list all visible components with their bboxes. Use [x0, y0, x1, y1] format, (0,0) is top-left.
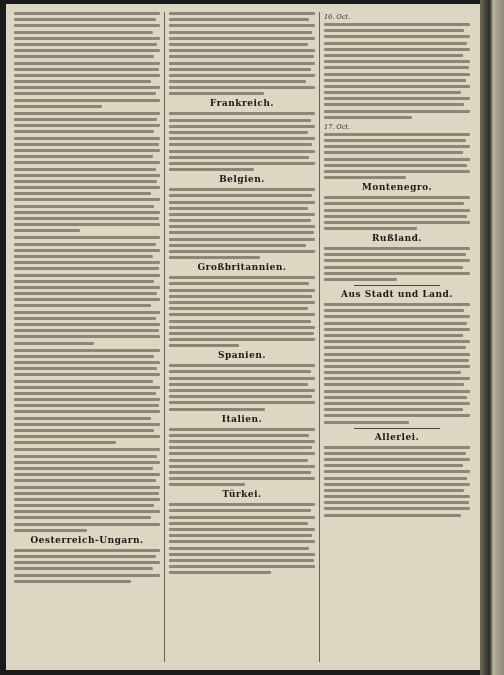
dateline: 16. Oct. [324, 13, 351, 21]
text-block [324, 133, 470, 179]
text-block [169, 503, 315, 574]
text-block [14, 236, 160, 344]
text-block [14, 448, 160, 531]
column-3 [324, 12, 470, 662]
column-rule [164, 12, 165, 662]
section-heading-oesterreich: Oesterreich-Ungarn. [30, 535, 144, 546]
text-block [169, 188, 315, 259]
section-heading-belgien: Belgien. [219, 175, 265, 186]
text-block [14, 112, 160, 233]
section-heading-montenegro: Montenegro. [361, 183, 433, 194]
section-heading-grossbritannien: Großbritannien. [197, 263, 287, 274]
text-block [14, 12, 160, 108]
text-block [14, 349, 160, 445]
section-heading-frankreich: Frankreich. [209, 99, 275, 110]
text-block [169, 276, 315, 347]
column-rule [319, 12, 320, 662]
text-block [324, 247, 470, 281]
text-block [324, 23, 470, 119]
section-heading-russland: Rußland. [371, 234, 423, 245]
text-block [324, 446, 470, 517]
section-heading-stadt-land: Aus Stadt und Land. [341, 290, 453, 300]
column-1 [14, 12, 160, 662]
column-2 [169, 12, 315, 662]
dateline: 17. Oct. [324, 122, 351, 131]
section-heading-spanien: Spanien. [218, 351, 266, 362]
section-heading-allerlei: Allerlei. [374, 432, 420, 443]
section-heading-tuerkei: Türkei. [222, 490, 262, 501]
section-heading-italien: Italien. [221, 414, 263, 425]
newspaper-page [6, 4, 480, 670]
text-block [169, 112, 315, 171]
text-block [14, 549, 160, 583]
text-block [324, 303, 470, 424]
divider [354, 285, 440, 286]
text-block [324, 196, 470, 230]
text-block [169, 428, 315, 487]
text-block [169, 364, 315, 410]
divider [354, 428, 440, 429]
text-block [169, 12, 315, 95]
book-gutter [480, 0, 504, 675]
